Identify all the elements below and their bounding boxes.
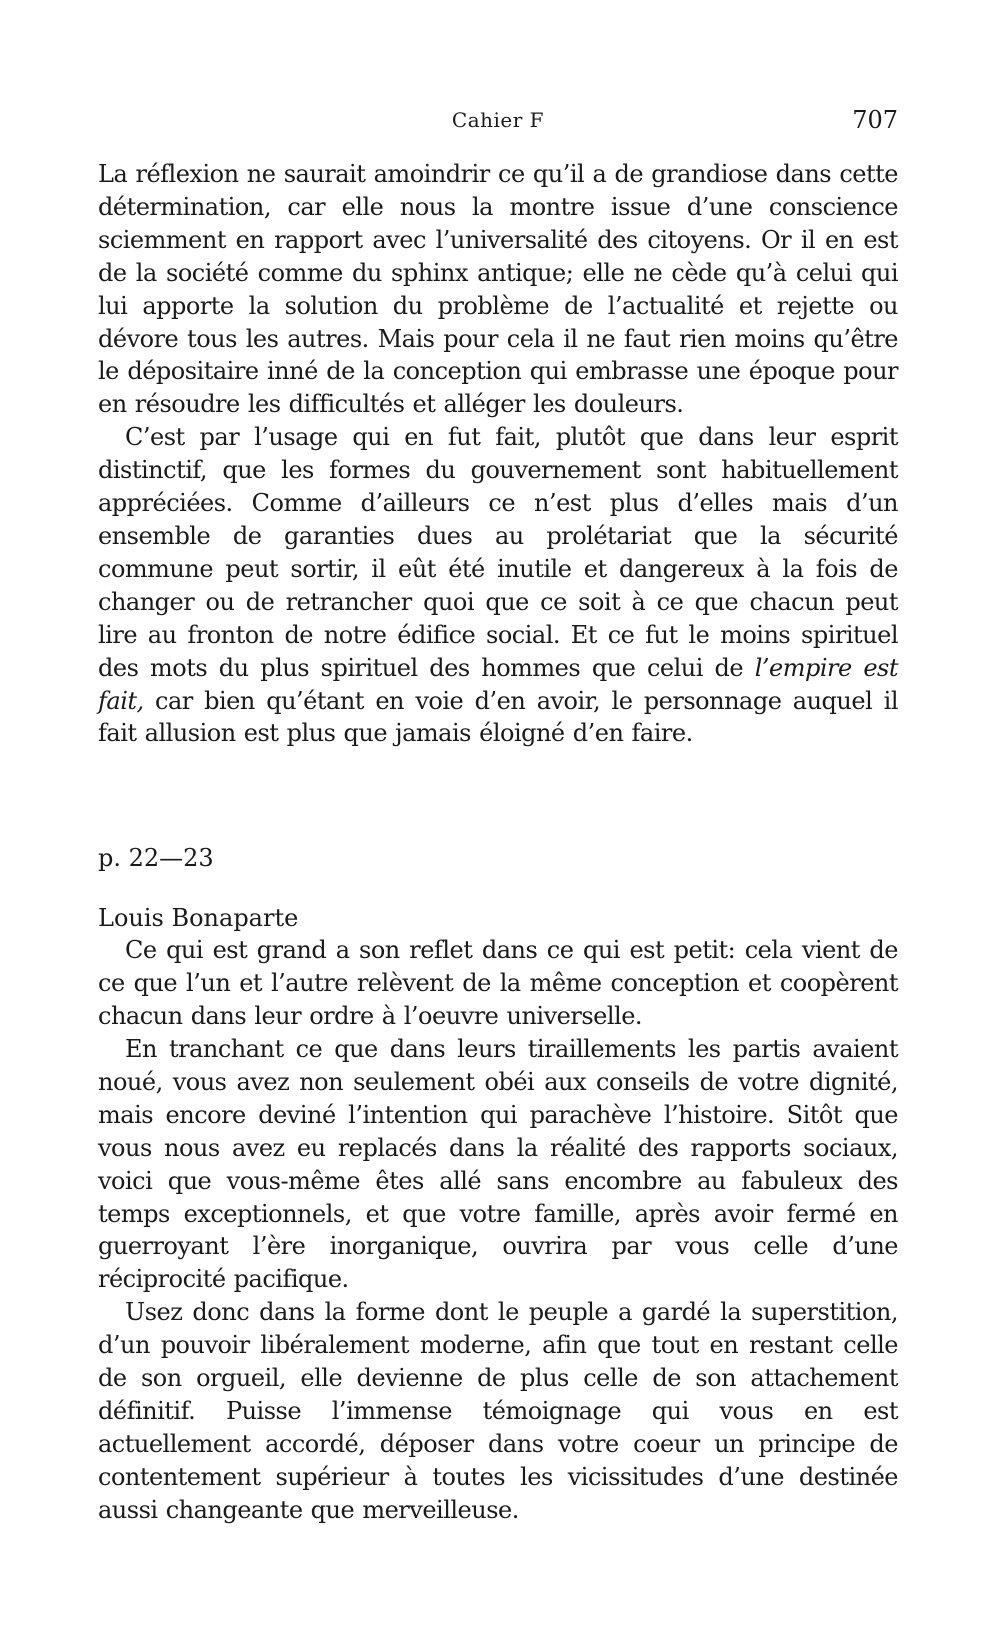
book-page bbox=[98, 104, 898, 1527]
paragraph: Usez donc dans la forme dont le peuple a gardé la superstition, d’un pouvoir libéralement moderne, afin que tout en restant celle de son orgueil, elle devienne de plus celle de son attachement définitif. Puisse l’immense témoignage qui vous en est actuellement accordé, déposer dans votre coeur un principe de contentement supérieur à toutes les vicissitudes d’une destinée aussi changeante que merveilleuse. bbox=[98, 1298, 898, 1524]
paragraph-text: car bien qu’étant en voie d’en avoir, le personnage auquel il fait allusion est plus que jamais éloigné d’en faire. bbox=[98, 686, 898, 748]
paragraph-text: C’est par l’usage qui en fut fait, plutôt que dans leur esprit distinctif, que les formes du gouvernement sont habituellement appréciées. Comme d’ailleurs ce n’est plus d’elles mais d’un ensemble de garanties dues au prolétariat que la sécurité commune peut sortir, il eût été inutile et dangereux à la fois de changer ou de retrancher quoi que ce soit à ce que chacun peut lire au fronton de notre édifice social. Et ce fut le moins spirituel des mots du plus spirituel des hommes que celui de bbox=[98, 423, 898, 682]
paragraph: La réflexion ne saurait amoindrir ce qu’il a de grandiose dans cette détermination, car elle nous la montre issue d’une conscience sciemment en rapport avec l’universalité des citoyens. Or il en est de la société comme du sphinx antique; elle ne cède qu’à celui qui lui apporte la solution du problème de l’actualité et rejette ou dévore tous les autres. Mais pour cela il ne faut rien moins qu’être le dépositaire inné de la conception qui embrasse une époque pour en résoudre les difficultés et alléger les douleurs. bbox=[98, 160, 898, 419]
section-heading: Louis Bonaparte bbox=[98, 904, 299, 933]
paragraph bbox=[98, 421, 898, 750]
running-head bbox=[98, 104, 898, 138]
paragraph: En tranchant ce que dans leurs tiraillements les partis avaient noué, vous avez non seulement obéi aux conseils de votre dignité, mais encore deviné l’intention qui parachève l’histoire. Sitôt que vous nous avez eu replacés dans la réalité des rapports sociaux, voici que vous-même êtes allé sans encombre au fabuleux des temps exceptionnels, et que votre famille, après avoir fermé en guerroyant l’ère inorganique, ouvrira par vous celle d’une réciprocité pacifique. bbox=[98, 1035, 898, 1294]
paragraph: Ce qui est grand a son reflet dans ce qui est petit: cela vient de ce que l’un et l’autre relèvent de la même conception et coopèrent chacun dans leur ordre à l’oeuvre universelle. bbox=[98, 936, 898, 1031]
running-title: Cahier F bbox=[451, 108, 545, 132]
page-reference: p. 22—23 bbox=[98, 844, 214, 873]
section-text-continuation bbox=[98, 158, 898, 750]
italic-quote: l’empire est fait, bbox=[98, 653, 898, 715]
section-text bbox=[98, 934, 898, 1526]
page-number: 707 bbox=[852, 106, 898, 134]
